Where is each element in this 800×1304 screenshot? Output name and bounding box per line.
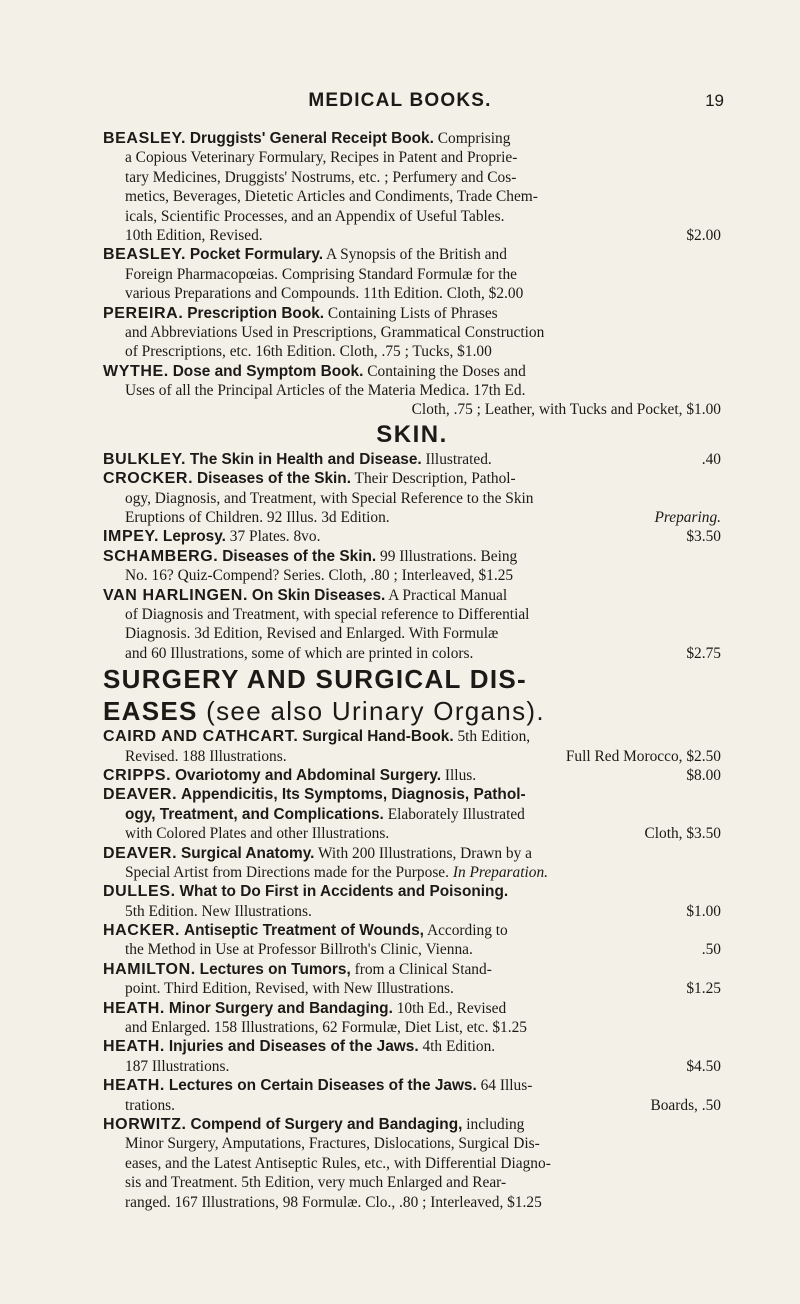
description-text: including — [462, 1115, 525, 1133]
book-entry — [103, 245, 721, 303]
price: $1.00 — [686, 902, 721, 920]
book-title: Diseases of the Skin. — [197, 470, 351, 488]
description-text: with Colored Plates and other Illustrations. — [125, 825, 390, 843]
description-text: Elaborately Illustrated — [383, 805, 525, 823]
price: $1.25 — [686, 980, 721, 998]
book-entry — [103, 844, 721, 883]
heading-note: (see also Urinary Organs). — [206, 696, 545, 727]
line-left — [125, 747, 287, 766]
book-entry — [103, 547, 721, 586]
author-name: CAIRD AND CATHCART. — [103, 728, 299, 746]
section-heading: SKIN. — [376, 420, 448, 448]
book-title: Appendicitis, Its Symptoms, Diagnosis, Pathol- — [181, 786, 526, 804]
entry-line — [103, 168, 721, 187]
entry-line — [103, 265, 721, 284]
entry-line — [103, 824, 721, 843]
running-title: MEDICAL BOOKS. — [308, 90, 492, 111]
book-title: Dose and Symptom Book. — [172, 362, 364, 380]
entry-line — [103, 605, 721, 624]
book-entry — [103, 882, 721, 921]
description-text: of Prescriptions, etc. 16th Edition. Cloth, .75 ; Tucks, $1.00 — [125, 343, 492, 361]
description-text: Illus. — [441, 766, 477, 784]
entry-line — [103, 727, 721, 746]
book-title: The Skin in Health and Disease. — [189, 450, 422, 468]
entry-line — [103, 766, 721, 785]
line-left — [125, 979, 454, 998]
entry-line — [103, 624, 721, 643]
entry-line — [103, 400, 721, 419]
page-number: 19 — [705, 91, 724, 110]
description-text: Eruptions of Children. 92 Illus. 3d Edition. — [125, 509, 390, 527]
price: Cloth, $3.50 — [644, 825, 721, 843]
description-text: 4th Edition. — [418, 1038, 496, 1056]
entry-line — [103, 785, 721, 804]
description-text: Special Artist from Directions made for the Purpose. — [125, 863, 453, 881]
description-text: and Abbreviations Used in Prescriptions, Grammatical Construction — [125, 323, 545, 341]
author-name: CRIPPS. — [103, 766, 172, 784]
entry-line — [103, 1134, 721, 1153]
entry-line — [103, 805, 721, 824]
description-text: from a Clinical Stand- — [350, 960, 492, 978]
entry-line — [103, 469, 721, 488]
line-left — [103, 450, 492, 469]
book-entry — [103, 469, 721, 527]
description-text: Illustrated. — [421, 450, 492, 468]
line-left — [125, 644, 473, 663]
description-text: Diagnosis. 3d Edition, Revised and Enlarged. With Formulæ — [125, 625, 499, 643]
book-entry — [103, 527, 721, 546]
price: $2.00 — [686, 226, 721, 244]
author-name: HAMILTON. — [103, 960, 196, 978]
description-text: and 60 Illustrations, some of which are printed in colors. — [125, 644, 474, 662]
italic-note: In Preparation. — [452, 863, 549, 881]
book-entry — [103, 960, 721, 999]
entry-line — [103, 960, 721, 979]
entry-line — [103, 245, 721, 264]
description-text: Comprising — [433, 130, 511, 147]
description-text: Revised. 188 Illustrations. — [125, 747, 287, 765]
description-text: 5th Edition, — [453, 728, 531, 746]
book-entry — [103, 362, 721, 420]
book-title: What to Do First in Accidents and Poisoning. — [179, 883, 509, 901]
book-entry — [103, 1037, 721, 1076]
description-text: sis and Treatment. 5th Edition, very much Enlarged and Rear- — [125, 1174, 507, 1192]
author-name: VAN HARLINGEN. — [103, 586, 248, 604]
price: Boards, .50 — [650, 1096, 721, 1114]
entry-line — [103, 342, 721, 361]
entry-line — [103, 381, 721, 400]
description-text: 10th Ed., Revised — [392, 999, 507, 1017]
entry-line — [103, 1037, 721, 1056]
price: $4.50 — [686, 1057, 721, 1075]
description-text: 99 Illustrations. Being — [376, 547, 518, 565]
entry-line — [103, 1115, 721, 1134]
entry-line — [103, 1193, 721, 1212]
entry-line — [103, 902, 721, 921]
author-name: BEASLEY. — [103, 246, 187, 264]
author-name: IMPEY. — [103, 528, 160, 546]
description-text: various Preparations and Compounds. 11th Edition. Cloth, $2.00 — [125, 285, 524, 303]
description-text: point. Third Edition, Revised, with New Illustrations. — [125, 980, 454, 998]
catalogue-listing — [103, 129, 721, 1212]
book-entry — [103, 586, 721, 664]
description-text: With 200 Illustrations, Drawn by a — [314, 844, 532, 862]
description-text: 10th Edition, Revised. — [125, 226, 263, 244]
book-title: Druggists' General Receipt Book. — [189, 130, 434, 147]
description-text: According to — [423, 922, 508, 940]
entry-line — [103, 747, 721, 766]
description-text: metics, Beverages, Dietetic Articles and Condiments, Trade Chem- — [125, 188, 538, 206]
entry-line — [103, 527, 721, 546]
entry-line — [103, 547, 721, 566]
price: Full Red Morocco, $2.50 — [565, 747, 721, 765]
entry-line — [103, 863, 721, 882]
book-entry — [103, 129, 721, 245]
entry-line — [103, 226, 721, 245]
entry-line — [103, 1057, 721, 1076]
line-left — [103, 766, 476, 785]
entry-line — [103, 508, 721, 527]
book-title: Surgical Hand-Book. — [302, 728, 454, 746]
book-title: Pocket Formulary. — [189, 246, 324, 264]
entry-line — [103, 187, 721, 206]
description-text: ranged. 167 Illustrations, 98 Formulæ. Clo., .80 ; Interleaved, $1.25 — [125, 1193, 542, 1211]
author-name: HORWITZ. — [103, 1115, 187, 1133]
entry-line — [103, 450, 721, 469]
description-text: of Diagnosis and Treatment, with special reference to Differential — [125, 605, 530, 623]
book-entry — [103, 450, 721, 469]
entry-line — [103, 979, 721, 998]
price: Cloth, .75 ; Leather, with Tucks and Pocket, $1.00 — [411, 401, 721, 419]
line-left — [103, 527, 320, 546]
entry-line — [103, 586, 721, 605]
book-title: Diseases of the Skin. — [222, 547, 377, 565]
book-title: Ovariotomy and Abdominal Surgery. — [175, 766, 442, 784]
entry-line — [103, 1018, 721, 1037]
entry-line — [103, 999, 721, 1018]
price: .40 — [701, 450, 721, 468]
description-text: Minor Surgery, Amputations, Fractures, Dislocations, Surgical Dis- — [125, 1135, 540, 1153]
author-name: WYTHE. — [103, 362, 169, 380]
description-text: Containing Lists of Phrases — [324, 304, 498, 322]
book-title: Injuries and Diseases of the Jaws. — [168, 1038, 419, 1056]
book-entry — [103, 766, 721, 785]
line-left — [125, 940, 473, 959]
entry-line — [103, 323, 721, 342]
book-title: Antiseptic Treatment of Wounds, — [183, 922, 424, 940]
description-text: tary Medicines, Druggists' Nostrums, etc. ; Perfumery and Cos- — [125, 168, 517, 186]
heading-line: EASES — [103, 696, 207, 727]
description-text: a Copious Veterinary Formulary, Recipes in Patent and Proprie- — [125, 149, 518, 167]
description-text: 5th Edition. New Illustrations. — [125, 902, 312, 920]
entry-line — [103, 1096, 721, 1115]
book-title: Leprosy. — [162, 528, 226, 546]
author-name: SCHAMBERG. — [103, 547, 219, 565]
entry-line — [103, 284, 721, 303]
entry-line — [103, 207, 721, 226]
section-heading — [103, 663, 721, 727]
line-left — [125, 1057, 229, 1076]
description-text: ogy, Diagnosis, and Treatment, with Special Reference to the Skin — [125, 489, 534, 507]
description-text: the Method in Use at Professor Billroth's Clinic, Vienna. — [125, 941, 473, 959]
description-text: Foreign Pharmacopœias. Comprising Standard Formulæ for the — [125, 265, 517, 283]
author-name: DEAVER. — [103, 786, 178, 804]
book-entry — [103, 921, 721, 960]
book-title: ogy, Treatment, and Complications. — [125, 805, 384, 823]
book-entry — [103, 1076, 721, 1115]
price: .50 — [701, 941, 721, 959]
description-text: Their Description, Pathol- — [350, 470, 516, 488]
heading-line: SURGERY AND SURGICAL DIS- — [103, 664, 527, 695]
entry-line — [103, 1154, 721, 1173]
author-name: CROCKER. — [103, 470, 194, 488]
line-left — [125, 508, 390, 527]
description-text: and Enlarged. 158 Illustrations, 62 Formulæ, Diet List, etc. $1.25 — [125, 1019, 527, 1037]
author-name: BEASLEY. — [103, 130, 187, 147]
author-name: HACKER. — [103, 922, 181, 940]
line-left — [125, 226, 263, 245]
catalogue-section — [103, 663, 721, 1212]
book-entry — [103, 1115, 721, 1212]
entry-line — [103, 644, 721, 663]
line-left — [125, 1096, 175, 1115]
page-header — [0, 90, 800, 114]
author-name: HEATH. — [103, 1077, 165, 1095]
entry-line — [103, 129, 721, 148]
description-text: 64 Illus- — [476, 1077, 533, 1095]
catalogue-section — [103, 129, 721, 420]
line-left — [125, 902, 312, 921]
line-left — [125, 824, 389, 843]
author-name: PEREIRA. — [103, 304, 184, 322]
author-name: HEATH. — [103, 1038, 165, 1056]
description-text: A Synopsis of the British and — [323, 246, 507, 264]
entry-line — [103, 148, 721, 167]
entry-line — [103, 362, 721, 381]
catalogue-section — [103, 420, 721, 663]
book-entry — [103, 304, 721, 362]
description-text: Containing the Doses and — [363, 362, 526, 380]
description-text: 37 Plates. 8vo. — [225, 528, 321, 546]
entry-line — [103, 882, 721, 901]
author-name: DULLES. — [103, 883, 176, 901]
book-title: Minor Surgery and Bandaging. — [168, 999, 393, 1017]
price: Preparing. — [654, 509, 721, 527]
description-text: A Practical Manual — [385, 586, 508, 604]
book-title: On Skin Diseases. — [251, 586, 386, 604]
description-text: trations. — [125, 1096, 176, 1114]
description-text: eases, and the Latest Antiseptic Rules, etc., with Differential Diagno- — [125, 1154, 551, 1172]
entry-line — [103, 1076, 721, 1095]
price: $3.50 — [686, 528, 721, 546]
price: $2.75 — [686, 644, 721, 662]
book-title: Prescription Book. — [187, 304, 325, 322]
book-entry — [103, 999, 721, 1038]
book-entry — [103, 785, 721, 843]
book-title: Lectures on Tumors, — [199, 960, 351, 978]
book-entry — [103, 727, 721, 766]
author-name: DEAVER. — [103, 844, 178, 862]
description-text: icals, Scientific Processes, and an Appendix of Useful Tables. — [125, 207, 505, 225]
entry-line — [103, 921, 721, 940]
entry-line — [103, 940, 721, 959]
author-name: HEATH. — [103, 999, 165, 1017]
entry-line — [103, 566, 721, 585]
entry-line — [103, 1173, 721, 1192]
entry-line — [103, 304, 721, 323]
book-title: Compend of Surgery and Bandaging, — [190, 1115, 463, 1133]
entry-line — [103, 844, 721, 863]
book-title: Lectures on Certain Diseases of the Jaws. — [168, 1077, 477, 1095]
book-title: Surgical Anatomy. — [181, 844, 315, 862]
entry-line — [103, 489, 721, 508]
description-text: Uses of all the Principal Articles of the Materia Medica. 17th Ed. — [125, 382, 526, 400]
author-name: BULKLEY. — [103, 450, 187, 468]
description-text: No. 16? Quiz-Compend? Series. Cloth, .80 ; Interleaved, $1.25 — [125, 567, 514, 585]
price: $8.00 — [686, 766, 721, 784]
description-text: 187 Illustrations. — [125, 1057, 230, 1075]
